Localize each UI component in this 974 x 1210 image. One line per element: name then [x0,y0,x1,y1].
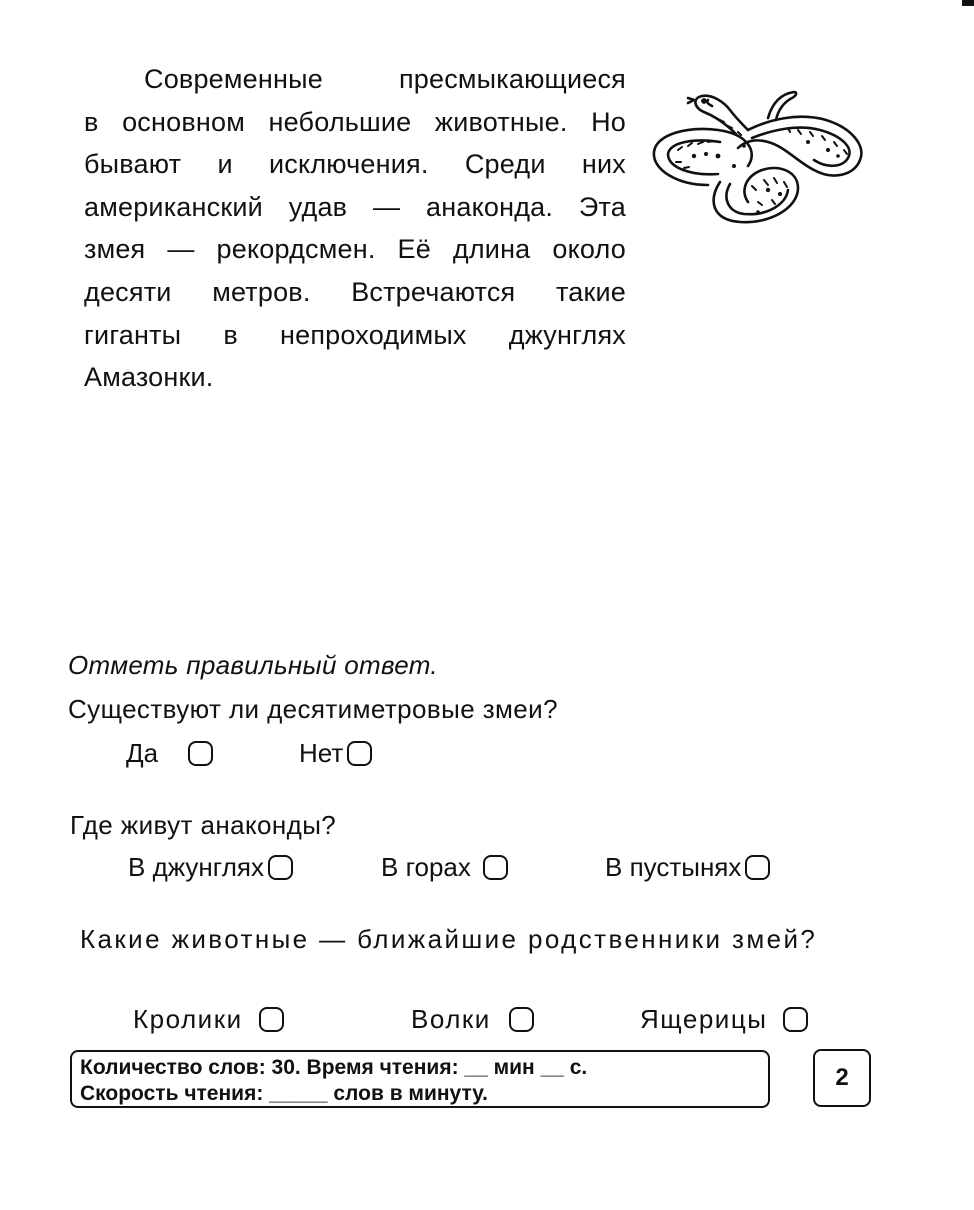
answer-checkbox[interactable] [483,855,508,880]
reading-speed-line: Скорость чтения: _____ слов в минуту. [80,1082,488,1105]
option-jungle[interactable] [128,852,293,883]
answer-checkbox[interactable] [347,741,372,766]
answer-checkbox[interactable] [259,1007,284,1032]
option-label: В джунглях [128,852,264,882]
task-instruction: Отметь правильный ответ. [68,650,438,680]
option-label: Да [126,738,159,768]
option-deserts[interactable] [605,852,770,883]
passage-line: бывают и исключения. Среди них [84,149,626,180]
question-3: Какие животные — ближайшие родственники змей? [80,924,818,954]
passage-line: в основном небольшие животные. Но [84,106,626,137]
option-label: В пустынях [605,852,742,882]
option-lizards[interactable] [640,1004,808,1035]
corner-mark [962,0,974,6]
answer-checkbox[interactable] [783,1007,808,1032]
passage-line: гиганты в непроходимых джунглях [84,319,626,350]
passage-line: Амазонки. [84,362,214,393]
option-label: В горах [381,852,471,882]
option-mountains[interactable] [381,852,508,883]
option-label: Нет [299,738,344,768]
word-count-line: Количество слов: 30. Время чтения: __ мин __ с. [80,1056,588,1079]
option-label: Ящерицы [640,1004,768,1034]
answer-checkbox[interactable] [268,855,293,880]
option-da[interactable] [126,738,213,769]
passage-line: Современные пресмыкающиеся [144,64,626,94]
passage-line: десяти метров. Встречаются такие [84,276,626,307]
question-1: Существуют ли десятиметровые змеи? [68,694,558,724]
passage-line: американский удав — анаконда. Эта [84,191,626,222]
question-2: Где живут анаконды? [70,810,337,840]
passage-line: змея — рекордсмен. Её длина около [84,234,626,265]
answer-checkbox[interactable] [745,855,770,880]
option-wolves[interactable] [411,1004,534,1035]
page-number: 2 [813,1049,871,1107]
option-rabbits[interactable] [133,1004,284,1035]
snake-illustration-icon [648,90,870,230]
reading-stats-box [70,1050,770,1108]
reading-passage [84,58,626,399]
option-label: Волки [411,1004,491,1034]
option-net[interactable] [299,738,372,769]
option-label: Кролики [133,1004,243,1034]
answer-checkbox[interactable] [509,1007,534,1032]
answer-checkbox[interactable] [188,741,213,766]
